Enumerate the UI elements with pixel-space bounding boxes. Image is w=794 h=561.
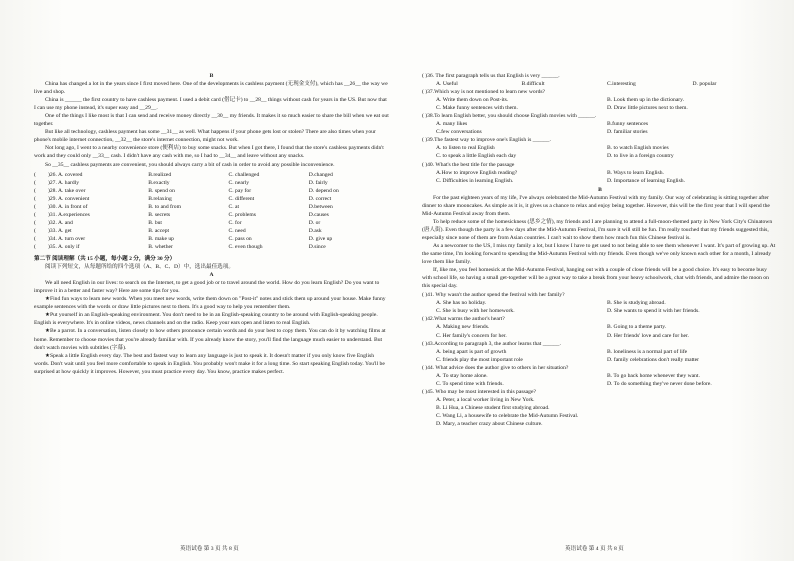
left-page [34, 72, 389, 376]
paragraph: For the past eighteen years of my life, I've always celebrated the Mid-Autumn Festival with my family. Our way of celebrating is sitting together after dinner to share mooncakes. As simple as it is, it gives us a chance to relax and enjoy being together. However, this will be the first year that I will spend the Mid-Autumn Festival away from them. [422, 194, 770, 217]
section-heading-a: A [209, 272, 214, 279]
option-text: B. whether [148, 243, 173, 250]
question-options [422, 299, 778, 315]
option-text: C. She is busy with her homework. [436, 308, 515, 315]
option-text: A. being apart is part of growth [436, 348, 507, 355]
question-options [422, 396, 778, 428]
option-text: A. To stay home alone. [436, 372, 488, 379]
paragraph: ★Find fun ways to learn new words. When you meet new words, write them down on "Post-it" notes and stick them up around your house. Make funny example sentences with the words or draw little pictures next to them. It's a good way to help you remember them. [34, 296, 386, 311]
option-text: D.ask [308, 227, 322, 234]
option-text: B. loneliness is a normal part of life [607, 348, 688, 355]
answer-option-row [34, 219, 389, 227]
option-text: B. accept [148, 227, 170, 234]
question-options [422, 120, 778, 136]
paragraph: To help reduce some of the homesickness (思乡之情), my friends and I are planning to attend a full-moon-themed party in New York City's Chinatown (唐人街). Even though the party is a few days after the Mid-Autumn Festival, I'm sure it will still be fun. I'm really touched that my friends suggested this, especially since none of them are from Asian countries. I can't wait to show them how much fun this Chinese festival is. [422, 218, 773, 241]
option-text: D.changed [308, 171, 333, 178]
question-stem: ( )38.To learn English better, you should choose English movies with ______. [422, 113, 597, 120]
question-options [422, 144, 778, 160]
option-text: C.interesting [607, 81, 636, 88]
option-text: A.How to improve English reading? [436, 169, 518, 176]
option-text: B.difficult [521, 81, 545, 88]
option-text: B. Look them up in the dictionary. [607, 97, 685, 104]
cloze-options [34, 171, 389, 251]
option-text: D. Draw little pictures next to them. [607, 105, 688, 112]
option-text: C. different [228, 195, 255, 202]
question-options [422, 348, 778, 364]
option-text: )27. A. hardly [48, 179, 80, 186]
answer-bracket: ( [34, 187, 36, 194]
answer-bracket: ( [34, 243, 36, 250]
paragraph: ★Speak a little English every day. The best and fastest way to learn any language is just to speak it. It doesn't matter if you only know five English words. Don't wait until you feel more comfortable to speak in English. You probably won't make it for a long time. So start speaking English today. You'll be surprised at how quickly it improves. However, you must practice every day. You know, practice makes perfect. [34, 352, 385, 375]
option-text: B.relaxing [148, 195, 172, 202]
option-text: B. She is studying abroad. [607, 300, 666, 307]
answer-option-row [34, 211, 389, 219]
answer-bracket: ( [34, 211, 36, 218]
option-text: D.between [308, 203, 333, 210]
option-text: B. but [148, 219, 162, 226]
option-text: B. Ways to learn English. [607, 169, 664, 176]
option-text: D. give up [308, 235, 333, 242]
option-text: B.exactly [148, 179, 170, 186]
option-text: D. Mary, a teacher crazy about Chinese culture. [436, 421, 543, 428]
option-text: C. nearly [228, 179, 250, 186]
question-stem: ( )43.According to paragraph 3, the author learns that ______. [422, 340, 561, 347]
answer-option-row [34, 187, 389, 195]
option-text: C. problems [228, 211, 256, 218]
option-text: D. familiar stories [607, 129, 648, 136]
option-text: C. Difficulties in learning English. [436, 177, 514, 184]
option-text: D. depend on [308, 187, 339, 194]
option-text: D. Importance of learning English. [607, 177, 685, 184]
option-text: D. correct [308, 195, 332, 202]
section2-instructions: 阅读下列短文，从每题所给的四个选项（A、B、C、D）中，选出最佳选项。 [45, 264, 234, 271]
option-text: C. pay for [228, 187, 252, 194]
answer-option-row [34, 195, 389, 203]
option-text: D. fairly [308, 179, 328, 186]
answer-bracket: ( [34, 227, 36, 234]
option-text: )30. A. in front of [48, 203, 88, 210]
answer-bracket: ( [34, 171, 36, 178]
option-text: )35. A. only if [48, 243, 80, 250]
option-text: D. To do something they've never done before. [607, 380, 712, 387]
right-footer: 英语试卷 第 4 页 共 8 页 [565, 546, 624, 552]
option-text: B. to and from [148, 203, 181, 210]
paragraph: But like all technology, cashless payment has some __31__ as well. What happens if your phone gets lost or stolen? There are also times when your phone's mobile internet connection, __32__ the store's internet connection, might not work. [34, 129, 376, 144]
question-options [422, 372, 778, 388]
answer-option-row [34, 243, 389, 251]
question-options [422, 323, 778, 339]
option-text: )34. A. turn over [48, 235, 86, 242]
option-text: C. To spend time with friends. [436, 380, 504, 387]
paragraph: We all need English in our lives: to search on the Internet, to get a good job or to travel around the world. How do you learn English? Do you want to improve it in a better and faster way? Here are some tips for you. [34, 280, 380, 295]
option-text: C. need [228, 227, 246, 234]
option-text: )31. A.experiences [48, 211, 90, 218]
option-text: B. make up [148, 235, 174, 242]
question-stem: ( )39.The fastest way to improve one's English is ______. [422, 137, 551, 144]
question-options [422, 169, 778, 185]
answer-bracket: ( [34, 179, 36, 186]
question-stem: ( )36. The first paragraph tells us that English is very ______. [422, 73, 560, 79]
option-text: C. Her family's concern for her. [436, 332, 507, 339]
option-text: C. to speak a little English each day [436, 153, 517, 160]
option-text: D. popular [692, 81, 717, 88]
option-text: D.causes [308, 211, 329, 218]
option-text: )32. A. and [48, 219, 73, 226]
option-text: D. family celebrations don't really matter [607, 356, 700, 363]
option-text: A. Write them down on Post-its. [436, 97, 509, 104]
option-text: C. challenged [228, 171, 260, 178]
option-text: )33. A. get [48, 227, 72, 234]
paragraph: If, like me, you feel homesick at the Mid-Autumn Festival, hanging out with a couple of close friends will be a good choice. It's easy to become busy with school life, so having a small get-together will be a great way to take a break from your heavy schoolwork, chat with friends, and admire the moon on this special day. [422, 267, 769, 290]
answer-bracket: ( [34, 203, 36, 210]
option-text: )26. A. covered [48, 171, 83, 178]
section-heading-b: B [209, 73, 214, 79]
paragraph: China is ______ the first country to have cashless payment. I used a debit card (借记卡) to __28__ things without cash for years in the US. But now that I can use my phone instead, it's super easy and __29__. [34, 97, 387, 112]
option-text: B. Li Hua, a Chinese student first studying abroad. [436, 404, 550, 411]
option-text: A. many likes [436, 121, 468, 128]
answer-option-row [34, 235, 389, 243]
option-text: B. to watch English movies [607, 145, 669, 152]
section-heading-b-right: B [598, 186, 602, 193]
option-text: A. Peter, a local worker living in New York. [436, 396, 535, 403]
questions-b [422, 291, 778, 428]
answer-bracket: ( [34, 195, 36, 202]
paragraph: China has changed a lot in the years since I first moved here. One of the developments is cashless payment (无现金支付), which has __26__ the way we live and shop. [34, 81, 388, 96]
right-page [422, 72, 778, 428]
option-text: B. To go back home whenever they want. [607, 372, 700, 379]
question-stem: ( )41. Why wasn't the author spend the festival with her family? [422, 292, 565, 299]
option-text: C. pass on [228, 235, 252, 242]
paragraph: As a newcomer to the US, I miss my family a lot, but I know I have to get used to not being able to see them whenever I want. It's part of growing up. At the same time, I'm looking forward to spending the Mid-Autumn Festival with my friends. Even though we've only known each other for a month, I already love them like family. [422, 242, 776, 266]
option-text: A. to listen to real English [436, 145, 495, 152]
option-text: )29. A. convenient [48, 195, 90, 202]
option-text: D. to live in a foreign country [607, 153, 674, 160]
option-text: D.since [308, 243, 326, 250]
option-text: B.funny sentences [607, 121, 649, 128]
option-text: C.few conversations [436, 129, 482, 136]
paragraph: One of the things I like most is that I can send and receive money directly __30__ my friends. It makes it so much easier to share the bill when we eat out together. [34, 113, 389, 128]
option-text: B. spend on [148, 187, 175, 194]
option-text: D. or [308, 219, 321, 226]
option-text: C. for [228, 219, 242, 226]
answer-option-row [34, 179, 389, 187]
option-text: D. She wants to spend it with her friends. [607, 308, 700, 315]
answer-option-row [34, 171, 389, 179]
reading-passage-a [34, 279, 389, 376]
option-text: C. Wang Li, a housewife to celebrate the Mid-Autumn Festival. [436, 412, 579, 419]
cloze-passage [34, 80, 389, 169]
option-text: A. Making new friends. [436, 324, 490, 331]
question-stem: ( )42.What warms the author's heart? [422, 316, 505, 323]
question-stem: ( )44. What advice does the author give to others in her situation? [422, 364, 569, 371]
question-stem: ( )40. What's the best title for the passage [422, 161, 515, 168]
question-stem: ( )45. Who may be most interested in this passage? [422, 388, 536, 395]
option-text: A. Useful [436, 81, 458, 88]
option-text: B. Going to a theme party. [607, 324, 667, 331]
option-text: C. friends play the most important role [436, 356, 523, 363]
option-text: C. Make funny sentences with them. [436, 105, 518, 112]
paragraph: So __35__ cashless payments are convenient, you should always carry a bit of cash in order to avoid any possible inconvenience. [45, 161, 335, 168]
question-options [422, 96, 778, 112]
option-text: D. Her friends' love and care for her. [607, 332, 689, 339]
reading-passage-b [422, 194, 778, 291]
option-text: A. She has no holiday. [436, 300, 487, 307]
answer-option-row [34, 227, 389, 235]
section2-title: 第二节 阅读理解（共 15 小题，每小题 2 分，满分 30 分） [34, 256, 176, 263]
answer-bracket: ( [34, 219, 36, 226]
paragraph: ★Put yourself in an English-speaking environment. You don't need to be in an English-speaking country to be around with English-speaking people. English is everywhere. It's in online videos, news channels and on the radio. Keep your ears open and listen to real English. [34, 312, 378, 327]
question-stem: ( )37.Which way is not mentioned to learn new words? [422, 89, 546, 96]
left-footer: 英语试卷 第 3 页 共 8 页 [180, 546, 239, 552]
option-text: C. at [228, 203, 240, 210]
paragraph: ★Be a parrot. In a conversation, listen closely to how others pronounce certain words and do your best to copy them. You can do it by watching films at home. Remember to choose movies that you're already familiar with. If you already know the story, you'll find the language much easier to understand. But don't watch movies with subtitles (字幕). [34, 328, 386, 351]
option-text: )28. A. take over [48, 187, 86, 194]
option-text: C. even though [228, 243, 263, 250]
option-text: B.realized [148, 171, 172, 178]
paragraph: Not long ago, I went to a nearby convenience store (便利店) to buy some snacks. But when I got there, I found that the store's cashless payments didn't work and they could only __33__ cash. I didn't have any cash with me, so I had to __34__ and leave without any snacks. [34, 145, 384, 160]
answer-option-row [34, 203, 389, 211]
option-text: B. secrets [148, 211, 171, 218]
question-options [422, 80, 778, 88]
answer-bracket: ( [34, 235, 36, 242]
questions-a [422, 72, 778, 185]
